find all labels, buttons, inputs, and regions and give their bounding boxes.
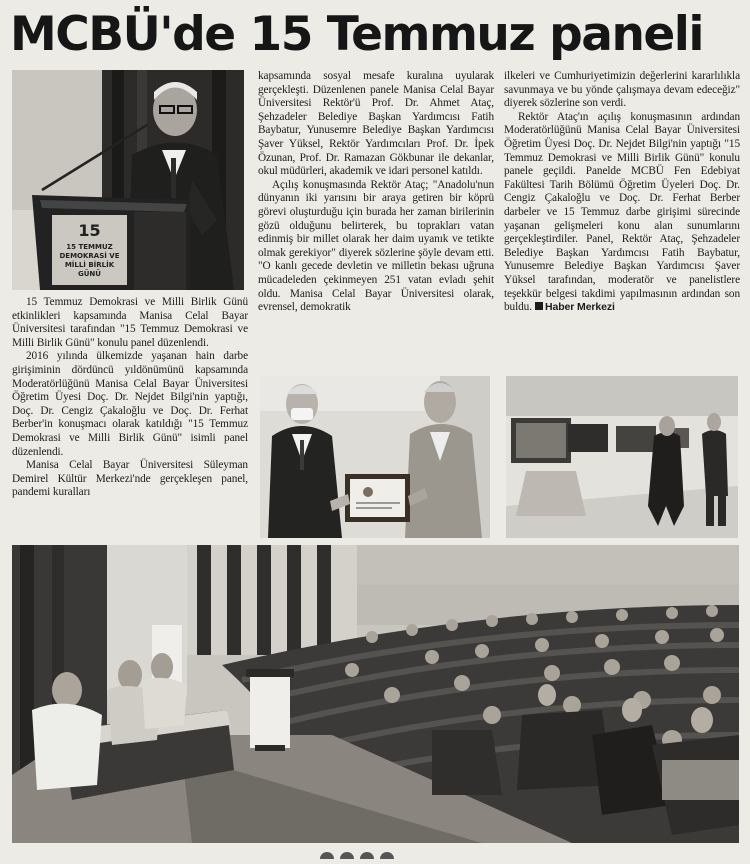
paragraph: 15 Temmuz Demokrasi ve Milli Birlik Günü etkinlikleri kapsamında Manisa Celal Bayar Üniversitesi tarafından "15 Temmuz Demokrasi ve Milli Birlik Günü" konulu panel düzenlendi. [12, 296, 248, 349]
podium-sign-line: GÜNÜ [78, 270, 101, 278]
paragraph: Açılış konuşmasında Rektör Ataç; "Anadolu'nun dünyanın iki yarısını bir araya getiren bir köprü görevi oluşturduğu için burada her zaman birilerinin gözü olduğunu belirterek, bu toprakları vatan edinmiş bir millet olarak her daim uyanık ve tetikte olmak gerekiyor" diyerek sözlerine şöyle devam etti. "O kanlı gecede devletin ve milletin bekası uğruna mücadeleden çekinmeyen 251 vatan evladı şehit oldu. Manisa Celal Bayar Üniversitesi olarak, evrensel, demokratik [258, 178, 494, 314]
photo-auditorium-panel [12, 545, 739, 843]
paragraph: kapsamında sosyal mesafe kuralına uyularak gerçekleşti. Düzenlenen panele Manisa Celal Bayar Üniversitesi Rektör'ü Prof. Dr. Ahmet Ataç, Şehzadeler Belediye Başkan Yardımcısı Fatih Baybatur, Yunusemre Belediye Başkan Yardımcısı Şaver Yüksel, Rektör Yardımcıları Prof. Dr. İpek Özunan, Prof. Dr. Ramazan Gökbunar ile dekanlar, okul müdürleri, akademik ve idari personel katıldı. [258, 70, 494, 178]
photo-rector-podium [12, 70, 244, 290]
byline-text: Haber Merkezi [544, 301, 615, 314]
photo-certificate-handover [260, 376, 490, 538]
article-column-3 [504, 70, 740, 315]
podium-sign-line: MİLLİ BİRLİK [64, 261, 115, 269]
podium-sign: 15 15 TEMMUZ DEMOKRASİ VE MİLLİ BİRLİK GÜNÜ [52, 222, 127, 288]
article-column-2 [258, 70, 494, 315]
headline: MCBÜ'de 15 Temmuz paneli [10, 7, 704, 62]
mark [380, 852, 394, 859]
article-column-1 [12, 296, 248, 500]
byline-square-icon [535, 302, 543, 310]
byline [532, 301, 615, 313]
mark [320, 852, 334, 859]
page-edge-marks [320, 846, 430, 854]
paragraph-text: Rektör Ataç'ın açılış konuşmasının ardından Moderatörlüğünü Manisa Celal Bayar Üniversitesi Öğretim Üyesi Doç. Dr. Nejdet Bilgi'nin yaptığı "15 Temmuz Demokrasi ve Milli Birlik Günü" konulu panele geçildi. Panelde MCBÜ Fen Edebiyat Fakültesi Tarih Bölümü Öğretim Üyeleri Doç. Dr. Cengiz Çakaloğlu ve Doç. Dr. Ferhat Berber darbeler ve 15 Temmuz darbe girişimi sürecinde yaşanan gelişmeleri konu alan sunumlarını gerçekleştirdiler. Panel, Rektör Ataç, Şehzadeler Belediye Başkan Yardımcısı Fatih Baybatur, Yunusemre Belediye Başkan Yardımcısı Şaver Yüksel tarafından, moderatör ve panelistlere teşekkür belgesi takdimi yapılmasının ardından son buldu. [504, 110, 740, 314]
paragraph [504, 111, 740, 315]
mark [340, 852, 354, 859]
paragraph: 2016 yılında ülkemizde yaşanan hain darbe girişiminin dördüncü yıldönümünü kapsamında Moderatörlüğünü Manisa Celal Bayar Üniversitesi Öğretim Üyesi Doç. Dr. Nejdet Bilgi'nin yaptığı, Doç. Dr. Cengiz Çakaloğlu ve Doç. Dr. Ferhat Berber'in konuşmacı olarak katıldığı "15 Temmuz Demokrasi ve Milli Birlik Günü" isimli panel düzenlendi. [12, 350, 248, 458]
podium-sign-line: DEMOKRASİ VE [59, 252, 120, 260]
paragraph: Manisa Celal Bayar Üniversitesi Süleyman Demirel Kültür Merkezi'nde gerçekleşen panel, pandemi kuralları [12, 459, 248, 499]
mark [360, 852, 374, 859]
photo-exhibition [506, 376, 738, 538]
paragraph: ilkeleri ve Cumhuriyetimizin değerlerini kararlılıkla savunmaya ve bu yönde çalışmaya devam edeceğiz" diyerek sözlerine son verdi. [504, 70, 740, 110]
podium-sign-line: 15 TEMMUZ [66, 243, 113, 251]
